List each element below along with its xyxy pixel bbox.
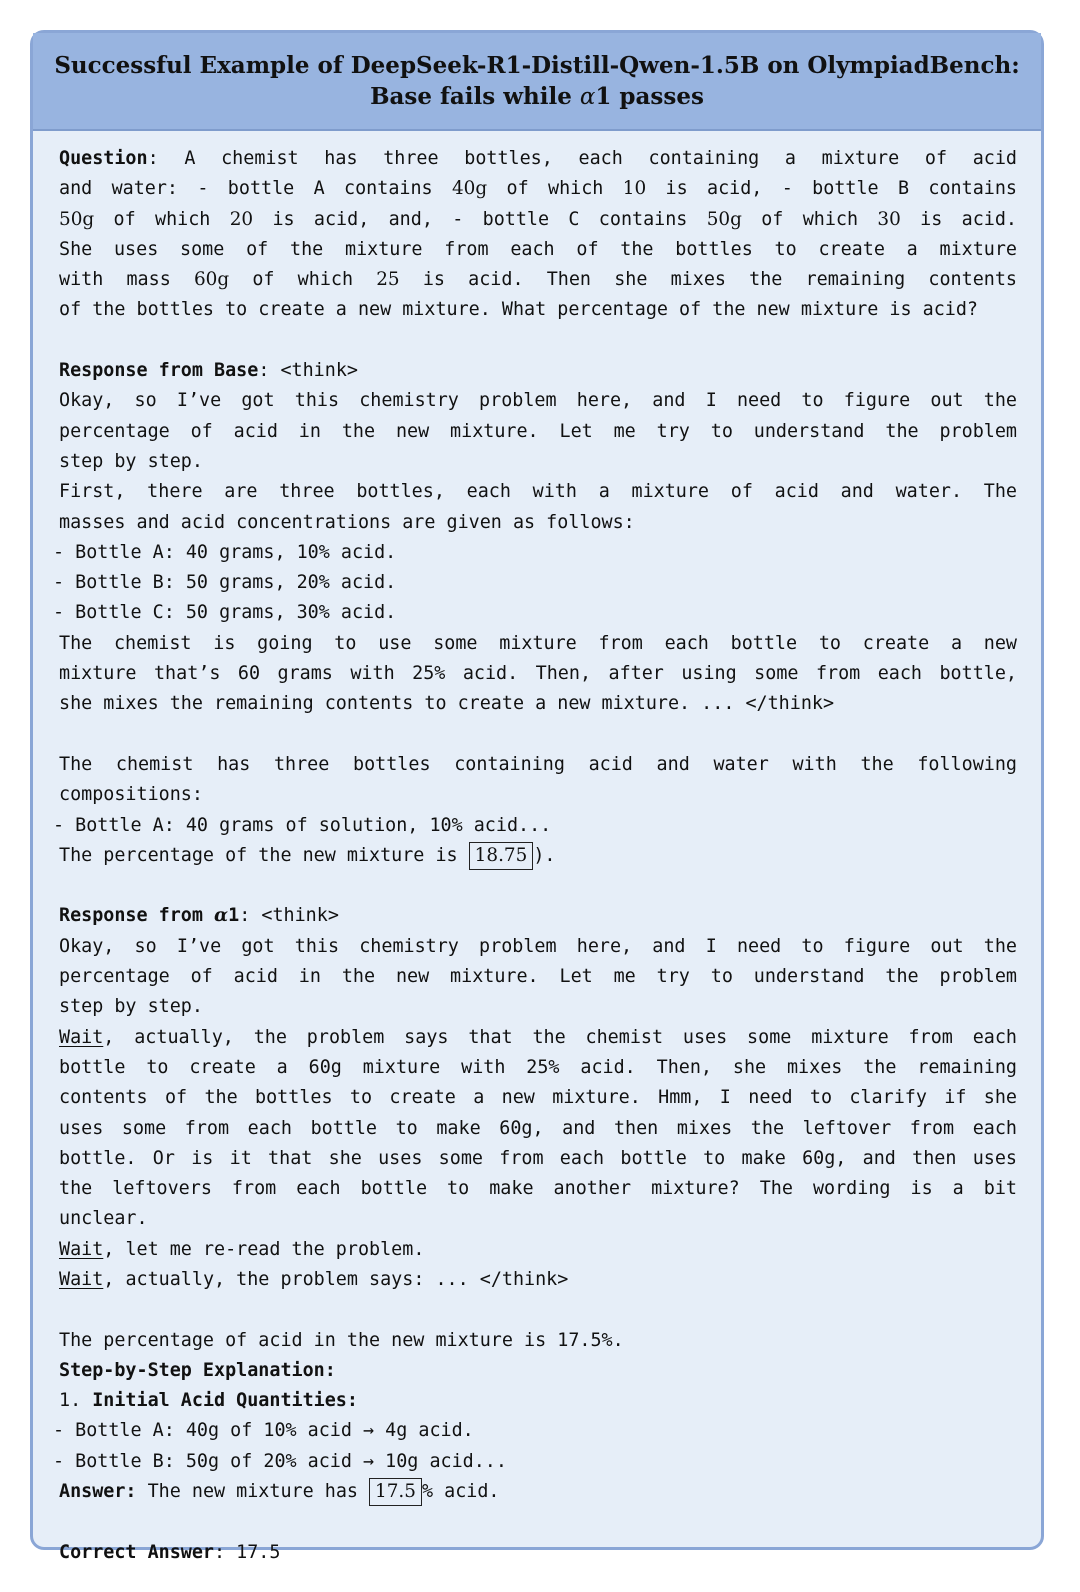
alpha1-line-text: bottle to create a 60g mixture with 25% acid. Then, she mixes the remaining [59, 1056, 1017, 1078]
correct-answer-label: Correct Answer [59, 1541, 215, 1563]
alpha1-alpha: α [214, 905, 229, 927]
question-text: is acid. Then she mixes the remaining contents [399, 269, 1017, 291]
base-line: - Bottle C: 50 grams, 30% acid. [53, 602, 397, 624]
base-response-label: Response from Base [59, 360, 259, 382]
alpha1-reasoning [59, 932, 1017, 1296]
math-value: 50g [706, 208, 742, 230]
base-response-header [59, 356, 1017, 386]
alpha1-line [59, 1083, 1017, 1113]
alpha1-line-text: Okay, so I’ve got this chemistry problem here, and I need to figure out the [59, 935, 1017, 957]
card-header [33, 33, 1041, 131]
alpha1-response-block [53, 901, 1017, 1507]
alpha1-step1-label: Initial Acid Quantities: [92, 1390, 358, 1412]
alpha1-step1 [59, 1386, 1017, 1416]
alpha1-answer-suffix: % acid. [421, 1481, 500, 1503]
question-text: of which [487, 178, 623, 200]
wait-keyword: Wait [59, 1238, 104, 1260]
question-line-2 [59, 205, 1017, 235]
base-line: she mixes the remaining contents to create a new mixture. ... </think> [59, 693, 835, 715]
alpha1-label-suffix: 1 [228, 905, 240, 927]
alpha1-percent-line: The percentage of acid in the new mixture is 17.5%. [59, 1329, 624, 1351]
alpha1-line [59, 1174, 1017, 1204]
math-value: 20 [229, 208, 254, 230]
alpha1-line-text: contents of the bottles to create a new mixture. Hmm, I need to clarify if she [59, 1087, 1017, 1109]
question-text: She uses some of the mixture from each of the bottles to create a mixture [59, 238, 1017, 260]
alpha1-answer-line [59, 1477, 1017, 1507]
base-line: The chemist is going to use some mixture from each bottle to create a new [59, 632, 1017, 654]
alpha1-bullet: - Bottle A: 40g of 10% acid → 4g acid. [53, 1420, 474, 1442]
question-text: is acid, and, - bottle C contains [253, 208, 707, 230]
base-response-block [53, 356, 1017, 871]
question-line-0 [148, 148, 1017, 169]
question-text: of which [741, 208, 878, 230]
question-label: Question [59, 148, 148, 169]
base-think-open: : <think> [258, 360, 358, 382]
alpha1-steps-label [59, 1356, 1017, 1386]
math-value: 40g [451, 178, 488, 200]
correct-answer-line [59, 1538, 1017, 1568]
example-card [30, 30, 1044, 1563]
question-text: is acid. [900, 208, 1017, 230]
question-line-5 [59, 295, 1017, 325]
question-text: of the bottles to create a new mixture. What percentage of the new mixture is acid? [59, 299, 978, 321]
question-text: of which [229, 269, 377, 291]
math-value: 10 [622, 178, 647, 200]
base-line: - Bottle A: 40 grams, 10% acid. [53, 541, 397, 563]
base-final-line [59, 841, 1017, 871]
alpha1-line-text: , let me re-read the problem. [103, 1238, 425, 1260]
alpha1-line-text: the leftovers from each bottle to make another mixture? The wording is a bit [59, 1178, 1017, 1200]
alpha1-line-text: bottle. Or is it that she uses some from each bottle to make 60g, and then uses [59, 1147, 1017, 1169]
question-line-1 [59, 174, 1017, 204]
base-final-suffix: ). [533, 844, 556, 866]
wait-keyword: Wait [59, 1026, 104, 1048]
base-line: step by step. [59, 450, 203, 472]
alpha1-step1-num: 1. [59, 1390, 93, 1412]
question-text: : A chemist has three bottles, each containing a mixture of acid [147, 148, 1017, 169]
question-text: is acid, - bottle B contains [646, 178, 1017, 200]
base-final-text: The percentage of the new mixture is [59, 844, 469, 866]
alpha1-line [59, 1023, 1017, 1053]
alpha1-line [59, 1235, 1017, 1265]
alpha1-line-text: percentage of acid in the new mixture. Let me try to understand the problem [59, 966, 1017, 988]
alpha1-line [59, 932, 1017, 962]
title-line-1: Successful Example of DeepSeek-R1-Distill-Qwen-1.5B on OlympiadBench: [54, 51, 1020, 79]
title-alpha: α [579, 83, 596, 110]
alpha1-bullet: - Bottle B: 50g of 20% acid → 10g acid... [53, 1450, 507, 1472]
base-line: First, there are three bottles, each with a mixture of acid and water. The [59, 481, 1017, 503]
title-line-2-suffix: 1 passes [595, 82, 704, 110]
math-value: 25 [376, 269, 400, 291]
question-block [59, 144, 1017, 326]
alpha1-line-text: , actually, the problem says that the chemist uses some mixture from each [103, 1026, 1017, 1048]
wait-keyword: Wait [59, 1268, 104, 1290]
correct-answer-value: : 17.5 [214, 1541, 281, 1563]
alpha1-answer-text: The new mixture has [136, 1481, 370, 1503]
alpha1-line [59, 992, 1017, 1022]
base-answer-line: compositions: [59, 784, 203, 806]
question-line-3 [59, 235, 1017, 265]
alpha1-line-text: , actually, the problem says: ... </think> [103, 1268, 569, 1290]
alpha1-line [59, 1204, 1017, 1234]
math-value: 60g [193, 269, 230, 291]
question-line-4 [59, 265, 1017, 295]
base-line: percentage of acid in the new mixture. Let me try to understand the problem [59, 420, 1017, 442]
base-line: mixture that’s 60 grams with 25% acid. Then, after using some from each bottle, [59, 663, 1017, 685]
question-text: of which [94, 208, 230, 230]
alpha1-line-text: unclear. [59, 1208, 148, 1230]
question-text: and water: - bottle A contains [59, 178, 452, 200]
alpha1-response-label: Response from [59, 905, 215, 927]
base-boxed-answer: 18.75 [469, 842, 534, 870]
question-line [59, 144, 1017, 174]
card-content [33, 131, 1041, 1568]
alpha1-line-text: step by step. [59, 996, 203, 1018]
base-line: - Bottle B: 50 grams, 20% acid. [53, 572, 397, 594]
base-answer-line: - Bottle A: 40 grams of solution, 10% acid... [53, 814, 552, 836]
alpha1-line [59, 962, 1017, 992]
alpha1-response-header [59, 901, 1017, 931]
alpha1-boxed-answer: 17.5 [369, 1478, 422, 1506]
base-line: Okay, so I’ve got this chemistry problem here, and I need to figure out the [59, 390, 1017, 412]
alpha1-answer-label: Answer: [59, 1481, 137, 1503]
title-line-2 [370, 81, 704, 113]
base-line: masses and acid concentrations are given as follows: [59, 511, 635, 533]
alpha1-line [59, 1144, 1017, 1174]
title-line-2-text: Base fails while [370, 82, 580, 110]
base-answer-line: The chemist has three bottles containing acid and water with the following [59, 753, 1017, 775]
alpha1-line [59, 1053, 1017, 1083]
alpha1-think-open: : <think> [239, 905, 339, 927]
alpha1-steps-label-text: Step-by-Step Explanation: [59, 1359, 336, 1381]
alpha1-line [59, 1114, 1017, 1144]
alpha1-line [59, 1265, 1017, 1295]
alpha1-line-text: uses some from each bottle to make 60g, and then mixes the leftover from each [59, 1117, 1017, 1139]
math-value: 50g [59, 208, 95, 230]
math-value: 30 [877, 208, 901, 230]
question-text: with mass [59, 269, 194, 291]
